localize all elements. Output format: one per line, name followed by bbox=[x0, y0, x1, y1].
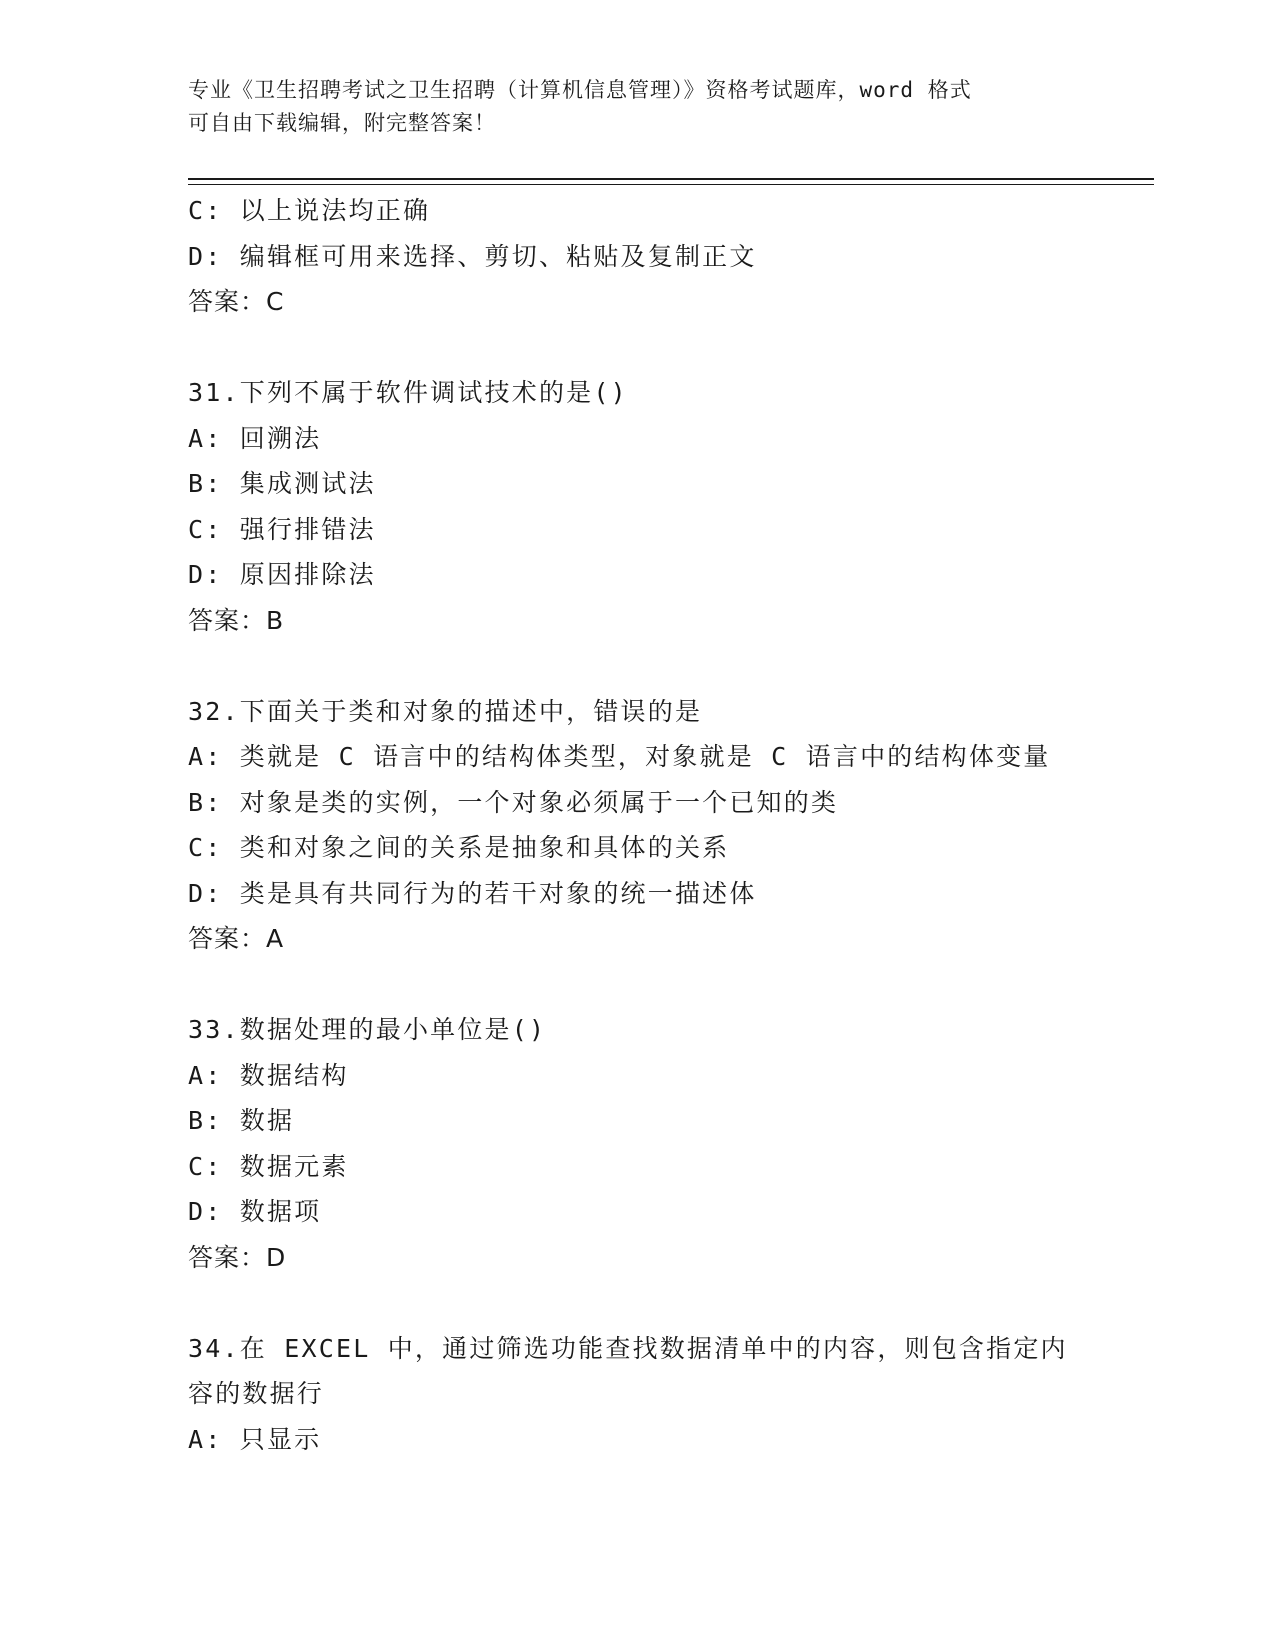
question-block-34 bbox=[188, 1326, 1088, 1463]
question-stem: 32.下面关于类和对象的描述中，错误的是 bbox=[188, 696, 703, 726]
question-block-33 bbox=[188, 1007, 1088, 1280]
option-c: C: 以上说法均正确 bbox=[188, 196, 431, 225]
option-c: C: 强行排错法 bbox=[188, 514, 376, 544]
option-c: C: 数据元素 bbox=[188, 1151, 349, 1181]
header-rule-thin bbox=[188, 184, 1154, 185]
document-header bbox=[188, 74, 1088, 140]
answer-line: 答案：C bbox=[188, 287, 285, 316]
answer-line: 答案：D bbox=[188, 1242, 287, 1272]
question-list bbox=[188, 188, 1088, 1462]
question-stem: 33.数据处理的最小单位是() bbox=[188, 1015, 547, 1044]
answer-line: 答案：B bbox=[188, 605, 285, 635]
option-b: B: 数据 bbox=[188, 1106, 295, 1135]
option-d: D: 类是具有共同行为的若干对象的统一描述体 bbox=[188, 878, 757, 908]
header-title-line-2: 可自由下载编辑，附完整答案！ bbox=[188, 111, 496, 135]
question-block-30-partial bbox=[188, 188, 1088, 325]
option-a: A: 类就是 C 语言中的结构体类型，对象就是 C 语言中的结构体变量 bbox=[188, 742, 1051, 771]
option-d: D: 原因排除法 bbox=[188, 560, 376, 589]
option-d: D: 数据项 bbox=[188, 1197, 322, 1226]
question-block-31 bbox=[188, 370, 1088, 643]
question-stem: 31.下列不属于软件调试技术的是() bbox=[188, 378, 628, 407]
option-a: A: 回溯法 bbox=[188, 423, 322, 453]
question-stem-line-2: 容的数据行 bbox=[188, 1379, 325, 1408]
header-rule-thick bbox=[188, 178, 1154, 180]
option-d: D: 编辑框可用来选择、剪切、粘贴及复制正文 bbox=[188, 241, 757, 271]
option-b: B: 对象是类的实例，一个对象必须属于一个已知的类 bbox=[188, 787, 839, 817]
question-stem-line-1: 34.在 EXCEL 中，通过筛选功能查找数据清单中的内容，则包含指定内 bbox=[188, 1333, 1068, 1363]
option-a: A: 只显示 bbox=[188, 1424, 322, 1454]
option-c: C: 类和对象之间的关系是抽象和具体的关系 bbox=[188, 833, 730, 862]
header-title-line-1: 专业《卫生招聘考试之卫生招聘（计算机信息管理）》资格考试题库，word 格式 bbox=[188, 78, 972, 102]
option-a: A: 数据结构 bbox=[188, 1060, 349, 1090]
question-block-32 bbox=[188, 689, 1088, 962]
answer-line: 答案：A bbox=[188, 924, 285, 953]
option-b: B: 集成测试法 bbox=[188, 469, 376, 498]
